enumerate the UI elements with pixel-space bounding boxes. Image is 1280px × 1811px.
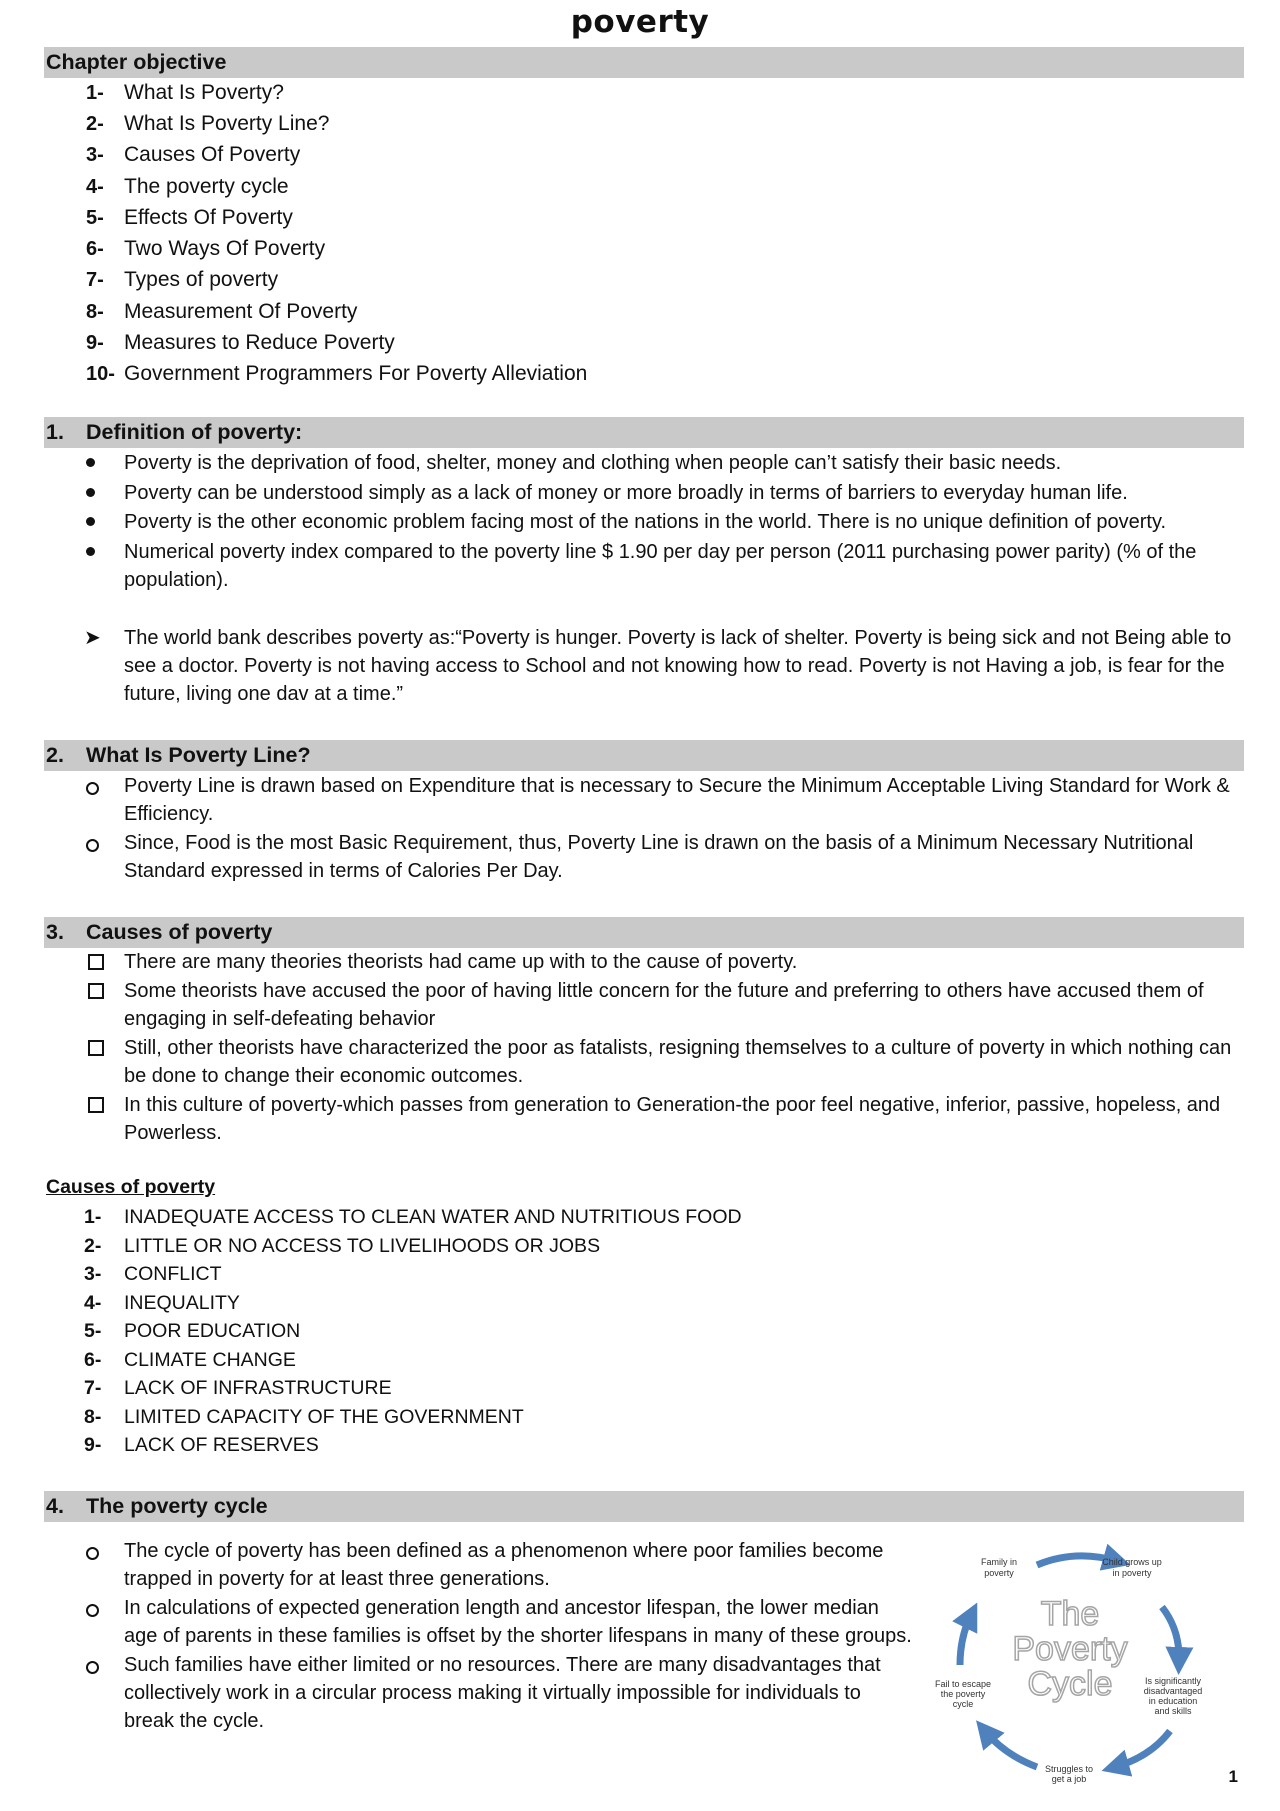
objectives-heading-band — [44, 47, 1244, 78]
objective-number: 1- — [86, 82, 104, 104]
objective-item: What Is Poverty Line? — [124, 112, 330, 135]
section-3-heading-band — [44, 917, 1244, 948]
s3-cause-4-line-1: In this culture of poverty-which passes from generation to Generation-the poor feel negative, inferior, passive, hopeless, and — [124, 1094, 1221, 1116]
cause-item: INEQUALITY — [124, 1292, 240, 1314]
poverty-cycle-diagram — [925, 1535, 1225, 1790]
node-disadvantaged-l4: and skills — [1154, 1706, 1192, 1716]
objectives-heading: Chapter objective — [46, 50, 227, 74]
node-fail-escape-l1: Fail to escape — [934, 1679, 992, 1689]
bullet-circle — [86, 1547, 99, 1560]
node-struggles-job-l2: get a job — [1051, 1774, 1087, 1784]
s1-bullet-4-line-2: population). — [124, 569, 229, 591]
s4-para-2-line-1: In calculations of expected generation length and ancestor lifespan, the lower median — [124, 1597, 879, 1619]
objective-item: Causes Of Poverty — [124, 143, 301, 166]
section-1-number: 1. — [46, 420, 64, 444]
objective-item: Measurement Of Poverty — [124, 300, 358, 323]
bullet-dot — [86, 517, 95, 526]
objective-number: 2- — [86, 113, 104, 135]
checkbox-bullet-icon — [88, 954, 104, 970]
objective-item: Types of poverty — [124, 268, 279, 291]
s2-para-2-line-1: Since, Food is the most Basic Requirement, thus, Poverty Line is drawn on the basis of a Minimum Necessary Nutritional — [124, 832, 1194, 854]
cause-number: 5- — [84, 1320, 102, 1342]
checkbox-bullet-icon — [88, 983, 104, 999]
s3-cause-3-line-2: be done to change their economic outcomes. — [124, 1065, 524, 1087]
s3-cause-1: There are many theories theorists had came up with to the cause of poverty. — [124, 951, 798, 973]
cause-item: INADEQUATE ACCESS TO CLEAN WATER AND NUTRITIOUS FOOD — [124, 1206, 742, 1228]
cycle-center-cycle: Cycle — [1027, 1665, 1113, 1703]
section-1-heading: Definition of poverty: — [86, 420, 303, 444]
bullet-dot — [86, 458, 95, 467]
cycle-arrow-bottom-right — [1115, 1731, 1170, 1767]
objective-item: Effects Of Poverty — [124, 206, 293, 229]
cycle-arrow-right — [1162, 1607, 1179, 1661]
arrowhead-bullet-icon: ➤ — [84, 627, 101, 649]
bullet-circle — [86, 839, 99, 852]
section-4-heading: The poverty cycle — [86, 1494, 268, 1518]
node-family-in-poverty-l1: Family in — [980, 1557, 1018, 1567]
objective-number: 10- — [86, 363, 115, 385]
objective-item: Measures to Reduce Poverty — [124, 331, 395, 354]
bullet-circle — [86, 782, 99, 795]
cause-item: CONFLICT — [124, 1263, 222, 1285]
s2-para-1-line-2: Efficiency. — [124, 803, 214, 825]
causes-list-heading: Causes of poverty — [46, 1176, 216, 1198]
node-family-in-poverty-l2: poverty — [984, 1568, 1014, 1578]
s4-para-1-line-2: trapped in poverty for at least three generations. — [124, 1568, 550, 1590]
s1-quote-line-2: see a doctor. Poverty is not having access to School and not knowing how to read. Poverty is not Having a job, is fear for the — [124, 655, 1225, 677]
s1-quote-line-3: future, living one dav at a time.” — [124, 683, 404, 705]
page-number: 1 — [1228, 1767, 1238, 1786]
bullet-circle — [86, 1661, 99, 1674]
cycle-center-the: The — [1040, 1595, 1100, 1633]
s1-quote-line-1: The world bank describes poverty as:“Poverty is hunger. Poverty is lack of shelter. Poverty is being sick and not Being able to — [124, 627, 1232, 649]
section-3-heading: Causes of poverty — [86, 920, 273, 944]
node-child-grows-l2: in poverty — [1112, 1568, 1152, 1578]
section-4-number: 4. — [46, 1494, 64, 1518]
section-4-heading-band — [44, 1491, 1244, 1522]
objective-number: 4- — [86, 176, 104, 198]
s2-para-2-line-2: Standard expressed in terms of Calories Per Day. — [124, 860, 563, 882]
s2-para-1-line-1: Poverty Line is drawn based on Expenditure that is necessary to Secure the Minimum Acceptable Living Standard for Work & — [124, 775, 1230, 797]
cause-number: 4- — [84, 1292, 102, 1314]
objective-number: 6- — [86, 238, 104, 260]
s1-bullet-2: Poverty can be understood simply as a lack of money or more broadly in terms of barriers to everyday human life. — [124, 482, 1128, 504]
cause-number: 8- — [84, 1406, 102, 1428]
checkbox-bullet-icon — [88, 1097, 104, 1113]
cause-item: CLIMATE CHANGE — [124, 1349, 296, 1371]
section-2-heading-band — [44, 740, 1244, 771]
objective-item: What Is Poverty? — [124, 81, 284, 104]
objective-number: 8- — [86, 301, 104, 323]
node-fail-escape-l3: cycle — [952, 1699, 974, 1709]
objective-number: 9- — [86, 332, 104, 354]
s4-para-3-line-1: Such families have either limited or no resources. There are many disadvantages that — [124, 1654, 881, 1676]
node-disadvantaged-l2: disadvantaged — [1143, 1686, 1203, 1696]
s4-para-2-line-2: age of parents in these families is offset by the shorter lifespans in many of these groups. — [124, 1625, 912, 1647]
bullet-circle — [86, 1604, 99, 1617]
objective-item: Two Ways Of Poverty — [124, 237, 326, 260]
cause-item: LITTLE OR NO ACCESS TO LIVELIHOODS OR JOBS — [124, 1235, 601, 1257]
node-child-grows-l1: Child grows up — [1102, 1557, 1162, 1567]
cause-item: LACK OF INFRASTRUCTURE — [124, 1377, 392, 1399]
objective-item: Government Programmers For Poverty Alleviation — [124, 362, 588, 385]
cause-number: 2- — [84, 1235, 102, 1257]
section-2-heading: What Is Poverty Line? — [86, 743, 311, 767]
objective-number: 7- — [86, 269, 104, 291]
s3-cause-3-line-1: Still, other theorists have characterized the poor as fatalists, resigning themselves to a culture of poverty in which nothing can — [124, 1037, 1232, 1059]
cycle-center-poverty: Poverty — [1012, 1630, 1128, 1668]
bullet-dot — [86, 488, 95, 497]
cause-number: 9- — [84, 1434, 102, 1456]
node-fail-escape-l2: the poverty — [940, 1689, 986, 1699]
s4-para-1-line-1: The cycle of poverty has been defined as a phenomenon where poor families become — [124, 1540, 884, 1562]
s3-cause-2-line-1: Some theorists have accused the poor of having little concern for the future and preferring to others have accused them of — [124, 980, 1204, 1002]
objective-item: The poverty cycle — [124, 175, 289, 198]
s1-bullet-3: Poverty is the other economic problem facing most of the nations in the world. There is no unique definition of poverty. — [124, 511, 1167, 533]
node-disadvantaged-l3: in education — [1148, 1696, 1198, 1706]
cause-number: 6- — [84, 1349, 102, 1371]
section-2-number: 2. — [46, 743, 64, 767]
section-3-number: 3. — [46, 920, 64, 944]
s4-para-3-line-2: collectively work in a circular process making it virtually impossible for individuals to — [124, 1682, 861, 1704]
cause-item: LACK OF RESERVES — [124, 1434, 319, 1456]
document-title: poverty — [570, 4, 710, 40]
cycle-arrow-left — [960, 1615, 971, 1665]
bullet-dot — [86, 547, 95, 556]
node-struggles-job-l1: Struggles to — [1044, 1764, 1094, 1774]
cause-number: 3- — [84, 1263, 102, 1285]
s3-cause-4-line-2: Powerless. — [124, 1122, 222, 1144]
section-1-heading-band — [44, 417, 1244, 448]
checkbox-bullet-icon — [88, 1040, 104, 1056]
cause-item: POOR EDUCATION — [124, 1320, 301, 1342]
objective-number: 3- — [86, 144, 104, 166]
cause-item: LIMITED CAPACITY OF THE GOVERNMENT — [124, 1406, 524, 1428]
node-disadvantaged-l1: Is significantly — [1144, 1676, 1202, 1686]
objective-number: 5- — [86, 207, 104, 229]
cause-number: 1- — [84, 1206, 102, 1228]
cycle-arrow-bottom-left — [985, 1731, 1037, 1767]
s1-bullet-1: Poverty is the deprivation of food, shelter, money and clothing when people can’t satisfy their basic needs. — [124, 452, 1062, 474]
s4-para-3-line-3: break the cycle. — [124, 1710, 265, 1732]
s1-bullet-4-line-1: Numerical poverty index compared to the poverty line $ 1.90 per day per person (2011 purchasing power parity) (% of the — [124, 541, 1197, 563]
s3-cause-2-line-2: engaging in self-defeating behavior — [124, 1008, 436, 1030]
cause-number: 7- — [84, 1377, 102, 1399]
